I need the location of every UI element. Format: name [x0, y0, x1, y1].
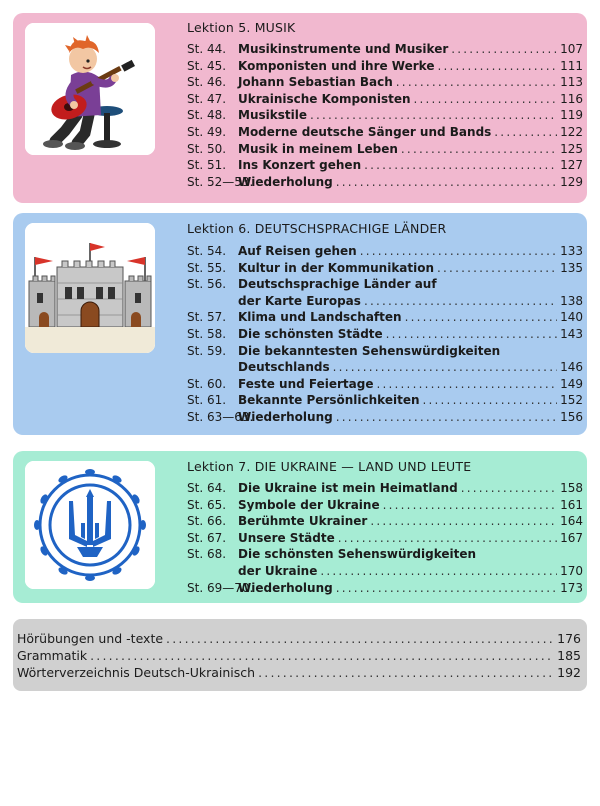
- toc-entry[interactable]: St. 46. Johann Sebastian Bach ..... 113: [187, 74, 583, 91]
- appendix-section: [13, 619, 587, 691]
- trident-emblem-icon: [25, 461, 155, 589]
- toc-entry[interactable]: St. 55. Kultur in der Kommunikation ..... 135: [187, 260, 583, 277]
- toc-entry[interactable]: St. 44. Musikinstrumente und Musiker ..... 107: [187, 41, 583, 58]
- toc-entry[interactable]: St. 67. Unsere Städte ..... 167: [187, 530, 583, 547]
- toc-entry[interactable]: St. 48. Musikstile ..... 119: [187, 107, 583, 124]
- toc-entry[interactable]: St. 58. Die schönsten Städte ..... 143: [187, 326, 583, 343]
- guitar-player-icon: [25, 23, 155, 155]
- appendix-entry[interactable]: Wörterverzeichnis Deutsch-Ukrainisch ..... 192: [17, 665, 581, 682]
- lektion-6-heading: Lektion 6. DEUTSCHSPRACHIGE LÄNDER: [187, 221, 447, 236]
- appendix-toc: [17, 631, 581, 681]
- toc-entry-continuation[interactable]: Deutschlands ..... 146: [187, 359, 583, 376]
- toc-entry[interactable]: St. 45. Komponisten und ihre Werke ..... 111: [187, 58, 583, 75]
- lektion-5-section: [13, 13, 587, 203]
- appendix-entry[interactable]: Hörübungen und -texte ..... 176: [17, 631, 581, 648]
- toc-entry[interactable]: St. 59. Die bekanntesten Sehenswürdigkeiten: [187, 343, 501, 358]
- toc-entry[interactable]: St. 47. Ukrainische Komponisten ..... 116: [187, 91, 583, 108]
- toc-entry[interactable]: St. 49. Moderne deutsche Sänger und Bands ..... 122: [187, 124, 583, 141]
- toc-entry[interactable]: St. 54. Auf Reisen gehen ..... 133: [187, 243, 583, 260]
- toc-entry[interactable]: St. 64. Die Ukraine ist mein Heimatland ..... 158: [187, 480, 583, 497]
- toc-entry[interactable]: St. 63—63. Wiederholung ..... 156: [187, 409, 583, 426]
- toc-entry[interactable]: St. 56. Deutschsprachige Länder auf: [187, 277, 437, 292]
- lektion-5-heading: Lektion 5. MUSIK: [187, 20, 296, 35]
- toc-entry[interactable]: St. 51. Ins Konzert gehen ..... 127: [187, 157, 583, 174]
- toc-entry[interactable]: St. 52—53. Wiederholung ..... 129: [187, 174, 583, 191]
- toc-entry[interactable]: St. 68. Die schönsten Sehenswürdigkeiten: [187, 547, 477, 562]
- toc-entry[interactable]: St. 69—70. Wiederholung ..... 173: [187, 580, 583, 597]
- lektion-6-section: [13, 213, 587, 435]
- lektion-6-illustration: [25, 223, 155, 353]
- lektion-7-section: [13, 451, 587, 603]
- toc-entry[interactable]: St. 60. Feste und Feiertage ..... 149: [187, 376, 583, 393]
- lektion-7-heading: Lektion 7. DIE UKRAINE — LAND UND LEUTE: [187, 459, 472, 474]
- toc-entry[interactable]: St. 57. Klima und Landschaften ..... 140: [187, 309, 583, 326]
- toc-entry-continuation[interactable]: der Ukraine ..... 170: [187, 563, 583, 580]
- lektion-7-illustration: [25, 461, 155, 589]
- lektion-6-toc: [187, 243, 583, 426]
- toc-entry[interactable]: St. 66. Berühmte Ukrainer ..... 164: [187, 513, 583, 530]
- toc-entry-continuation[interactable]: der Karte Europas ..... 138: [187, 293, 583, 310]
- lektion-5-toc: [187, 41, 583, 190]
- toc-entry[interactable]: St. 50. Musik in meinem Leben ..... 125: [187, 141, 583, 158]
- lektion-7-toc: [187, 480, 583, 596]
- castle-icon: [25, 223, 155, 353]
- toc-entry[interactable]: St. 61. Bekannte Persönlichkeiten ..... 152: [187, 392, 583, 409]
- toc-entry[interactable]: St. 65. Symbole der Ukraine ..... 161: [187, 497, 583, 514]
- appendix-entry[interactable]: Grammatik ..... 185: [17, 648, 581, 665]
- lektion-5-illustration: [25, 23, 155, 155]
